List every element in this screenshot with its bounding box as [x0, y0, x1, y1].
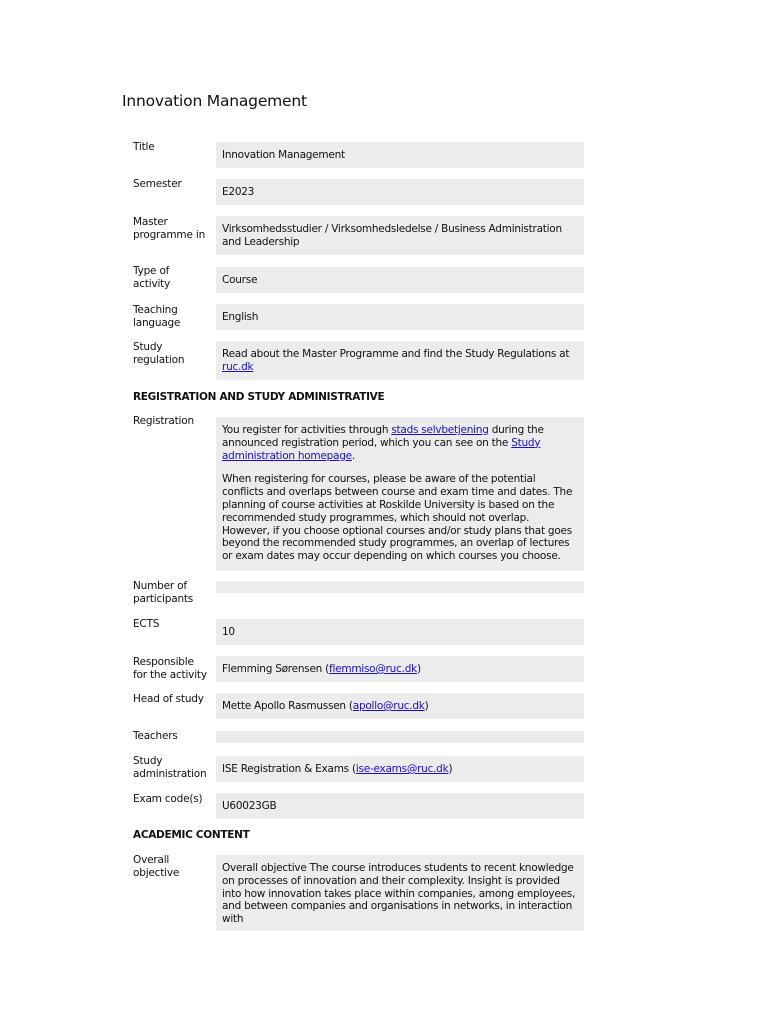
- study-regulation-text: Read about the Master Programme and find the Study Regulations at: [222, 348, 570, 360]
- responsible-name: Flemming Sørensen (: [222, 663, 330, 675]
- field-value-teachers: [216, 731, 584, 743]
- registration-conflicts-paragraph: When registering for courses, please be aware of the potential conflicts and overlaps between course and exam time and dates. The planning of course activities at Roskilde University is based on the recommended study programmes, which should not overlap. However, if you choose optional courses and/or study plans that goes beyond the recommended study programmes, an overlap of lectures or exam dates may occur depending on which courses you choose.: [222, 473, 573, 563]
- registration-text: during the announced registration period, which you can see on the: [222, 424, 544, 449]
- section-heading-registration: REGISTRATION AND STUDY ADMINISTRATIVE: [133, 391, 385, 403]
- field-value-title: Innovation Management: [216, 142, 584, 168]
- field-value-number-of-participants: [216, 581, 584, 593]
- field-value-semester: E2023: [216, 179, 584, 205]
- field-label: Teachers: [133, 730, 178, 742]
- registration-text: You register for activities through: [222, 424, 392, 436]
- section-heading-academic-content: ACADEMIC CONTENT: [133, 829, 250, 841]
- field-label: Title: [133, 141, 155, 153]
- head-of-study-name: Mette Apollo Rasmussen (: [222, 700, 353, 712]
- field-label: Head of study: [133, 693, 204, 705]
- field-label: ECTS: [133, 618, 160, 630]
- field-label: Responsible for the activity: [133, 656, 207, 681]
- study-administration-name: ISE Registration & Exams (: [222, 763, 356, 775]
- field-label: Semester: [133, 178, 182, 190]
- field-value-type-of-activity: Course: [216, 267, 584, 293]
- field-label: Master programme in: [133, 216, 206, 241]
- field-value-responsible: [216, 656, 584, 682]
- ruc-dk-link[interactable]: ruc.dk: [222, 360, 254, 373]
- field-label: Registration: [133, 415, 194, 427]
- field-value-exam-code: U60023GB: [216, 793, 584, 819]
- field-label: Teaching language: [133, 304, 181, 329]
- apollo-email-link[interactable]: apollo@ruc.dk: [352, 700, 425, 712]
- field-value-study-administration: [216, 756, 584, 782]
- registration-paragraph: [222, 424, 576, 462]
- field-value-teaching-language: English: [216, 304, 584, 330]
- field-label: Overall objective: [133, 854, 180, 879]
- field-label: Exam code(s): [133, 793, 203, 805]
- field-label: Number of participants: [133, 580, 194, 605]
- study-administration-homepage-link[interactable]: Study administration homepage: [222, 436, 541, 462]
- field-value-ects: 10: [216, 619, 584, 645]
- page-title: Innovation Management: [122, 92, 307, 110]
- field-value-head-of-study: [216, 693, 584, 719]
- paren-close: ): [448, 763, 453, 775]
- field-value-master-programme: Virksomhedsstudier / Virksomhedsledelse / Business Administration and Leadership: [216, 216, 584, 255]
- field-label: Study regulation: [133, 341, 185, 366]
- registration-text: .: [351, 449, 355, 462]
- paren-close: ): [416, 663, 421, 675]
- stads-selvbetjening-link[interactable]: stads selvbetjening: [391, 424, 489, 436]
- field-value-registration: [216, 417, 584, 571]
- flemmiso-email-link[interactable]: flemmiso@ruc.dk: [329, 663, 417, 675]
- field-label: Study administration: [133, 755, 207, 780]
- field-label: Type of activity: [133, 265, 171, 290]
- paren-close: ): [424, 700, 429, 712]
- ise-exams-email-link[interactable]: ise-exams@ruc.dk: [355, 763, 449, 775]
- field-value-overall-objective: Overall objective The course introduces students to recent knowledge on processes of innovation and their complexity. Insight is provided into how innovation takes place within companies, among employees, and between companies and organisations in networks, in interaction with: [216, 855, 584, 931]
- field-value-study-regulation: [216, 341, 584, 380]
